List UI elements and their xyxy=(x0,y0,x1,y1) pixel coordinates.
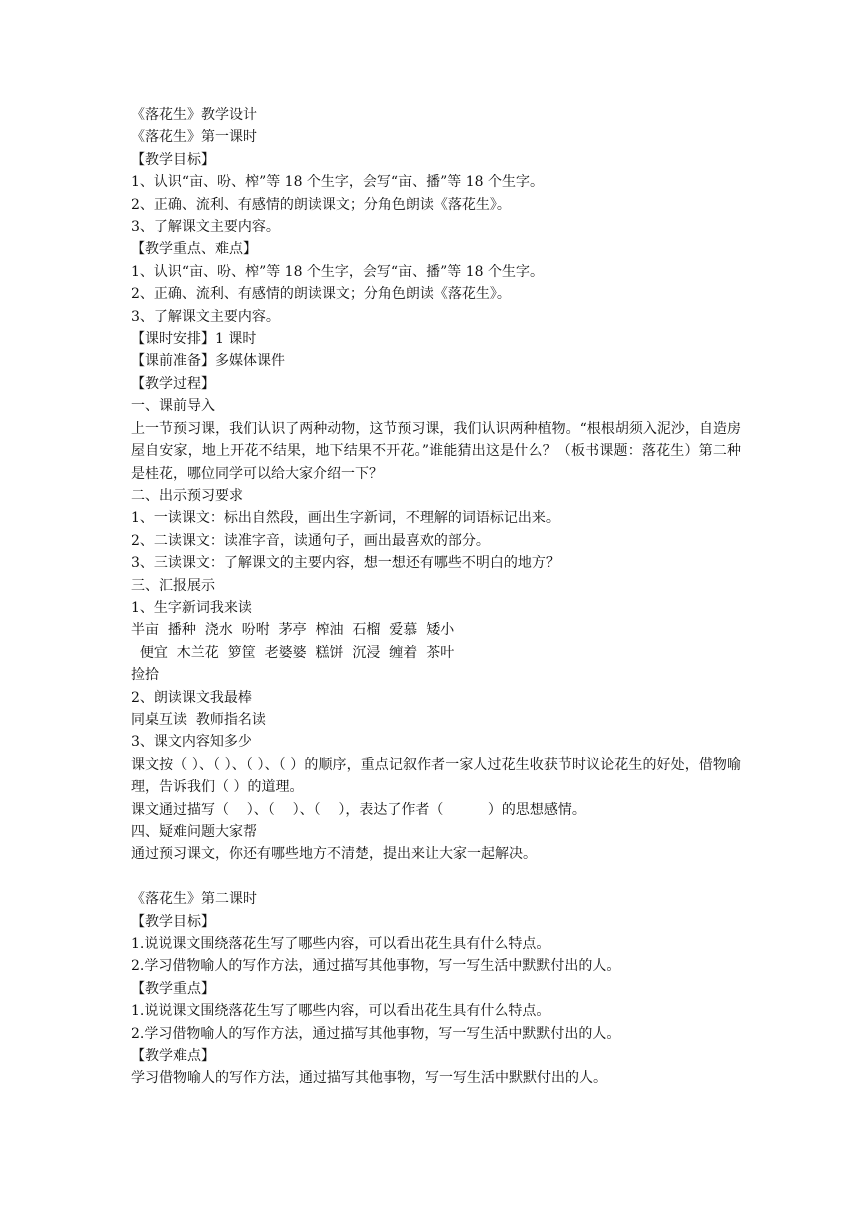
document-title: 《落花生》教学设计 xyxy=(131,107,257,123)
section4-heading: 四、疑难问题大家帮 xyxy=(131,824,257,840)
lesson1-schedule: 【课时安排】1 课时 xyxy=(131,331,257,348)
vocabulary-line: 便宜 木兰花 箩筐 老婆婆 糕饼 沉浸 缠着 茶叶 xyxy=(131,644,455,661)
lesson2-key-item: 2.学习借物喻人的写作方法，通过描写其他事物，写一写生活中默默付出的人。 xyxy=(131,1025,621,1042)
fill-in-blank-text: 课文按（ ）、（ ）、（ ）、（ ）的顺序，重点记叙作者一家人过花生收获节时议论花生的好处，借物喻理，告诉我们（ ）的道理。 xyxy=(131,756,741,796)
lesson1-goal-item: 2、正确、流利、有感情的朗读课文；分角色朗读《落花生》。 xyxy=(131,196,511,213)
lesson1-goals-heading: 【教学目标】 xyxy=(131,151,215,168)
lesson2-goals-heading: 【教学目标】 xyxy=(131,913,215,930)
section3-subheading: 3、课文内容知多少 xyxy=(131,734,252,751)
lesson1-key-heading: 【教学重点、难点】 xyxy=(131,241,257,258)
section3-reading-text: 同桌互读 教师指名读 xyxy=(131,711,266,728)
vocabulary-line: 捡拾 xyxy=(131,667,159,684)
section2-item: 3、三读课文：了解课文的主要内容，想一想还有哪些不明白的地方？ xyxy=(131,555,560,572)
lesson1-process-heading: 【教学过程】 xyxy=(131,375,215,392)
section2-heading: 二、出示预习要求 xyxy=(131,487,243,504)
section2-item: 1、一读课文：标出自然段，画出生字新词，不理解的词语标记出来。 xyxy=(131,510,560,527)
paragraph-gap xyxy=(131,866,741,888)
lesson2-goal-item: 1.说说课文围绕落花生写了哪些内容，可以看出花生具有什么特点。 xyxy=(131,936,551,953)
section3-heading: 三、汇报展示 xyxy=(131,577,215,594)
lesson1-key-item: 1、认识“亩、吩、榨”等 18 个生字，会写“亩、播”等 18 个生字。 xyxy=(131,263,544,280)
section3-subheading: 1、生字新词我来读 xyxy=(131,599,252,616)
lesson2-goal-item: 2.学习借物喻人的写作方法，通过描写其他事物，写一写生活中默默付出的人。 xyxy=(131,958,621,975)
lesson2-difficulty-heading: 【教学难点】 xyxy=(131,1048,215,1065)
section3-subheading: 2、朗读课文我最棒 xyxy=(131,689,252,706)
section1-text: 上一节预习课，我们认识了两种动物，这节预习课，我们认识两种植物。“根根胡须入泥沙，自造房屋自安家，地上开花不结果，地下结果不开花。”谁能猜出这是什么？（板书课题：落花生）第二种是桂花，哪位同学可以给大家介绍一下？ xyxy=(131,420,741,482)
lesson1-title: 《落花生》第一课时 xyxy=(131,129,257,146)
lesson1-key-item: 3、了解课文主要内容。 xyxy=(131,308,280,325)
lesson2-difficulty-text: 学习借物喻人的写作方法，通过描写其他事物，写一写生活中默默付出的人。 xyxy=(131,1070,607,1087)
lesson2-key-heading: 【教学重点】 xyxy=(131,980,215,997)
fill-in-blank-text: 课文通过描写（ ）、（ ）、（ ），表达了作者（ ）的思想感情。 xyxy=(131,801,586,818)
lesson1-key-item: 2、正确、流利、有感情的朗读课文；分角色朗读《落花生》。 xyxy=(131,286,511,303)
section4-text: 通过预习课文，你还有哪些地方不清楚，提出来让大家一起解决。 xyxy=(131,846,537,863)
vocabulary-line: 半亩 播种 浇水 吩咐 茅亭 榨油 石榴 爱慕 矮小 xyxy=(131,622,455,639)
lesson1-preparation: 【课前准备】多媒体课件 xyxy=(131,353,285,370)
document-page xyxy=(131,104,741,1090)
lesson1-goal-item: 3、了解课文主要内容。 xyxy=(131,219,280,236)
section2-item: 2、二读课文：读准字音，读通句子，画出最喜欢的部分。 xyxy=(131,532,490,549)
section1-heading: 一、课前导入 xyxy=(131,398,215,415)
lesson2-key-item: 1.说说课文围绕落花生写了哪些内容，可以看出花生具有什么特点。 xyxy=(131,1003,551,1020)
lesson1-goal-item: 1、认识“亩、吩、榨”等 18 个生字，会写“亩、播”等 18 个生字。 xyxy=(131,174,544,191)
lesson2-title: 《落花生》第二课时 xyxy=(131,891,257,908)
